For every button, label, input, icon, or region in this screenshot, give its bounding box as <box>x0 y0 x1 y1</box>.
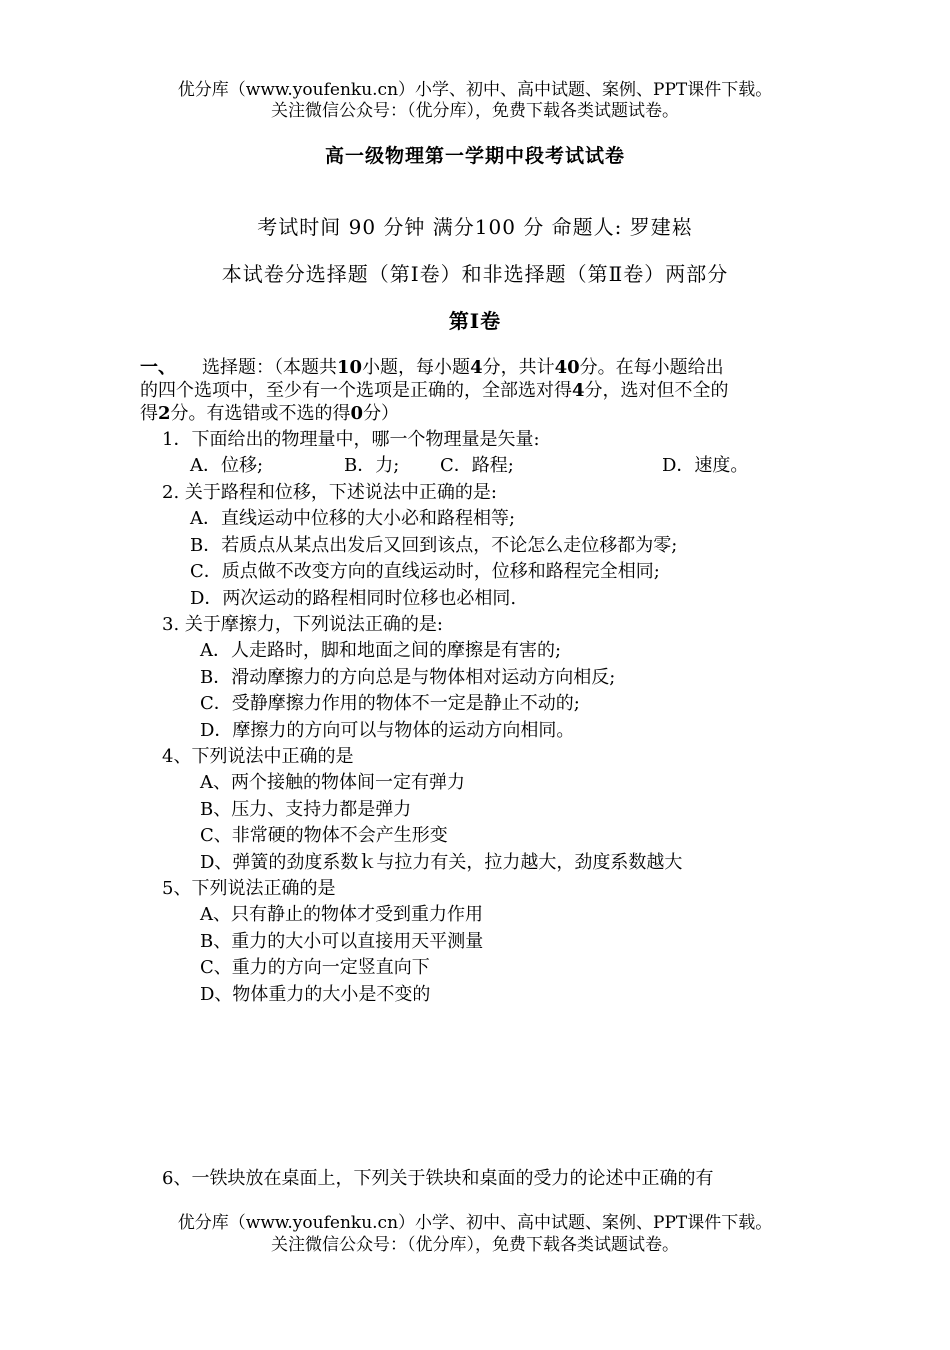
question-4-option-c: C、非常硬的物体不会产生形变 <box>200 825 448 846</box>
question-4-option-b: B、压力、支持力都是弹力 <box>200 799 412 820</box>
question-1-option-a: A．位移; <box>190 455 264 476</box>
exam-title: 高一级物理第一学期中段考试试卷 <box>324 145 625 167</box>
section-desc: 分） <box>363 403 400 424</box>
footer-line-1: 优分库（www.youfenku.cn）小学、初中、高中试题、案例、PPT课件下载。 <box>177 1213 773 1233</box>
question-5-option-d: D、物体重力的大小是不变的 <box>200 984 431 1005</box>
section-desc: （本题共 <box>274 357 337 378</box>
question-2-option-b: B．若质点从某点出发后又回到该点，不论怎么走位移都为零; <box>190 535 678 556</box>
section-desc: 分，共计 <box>482 357 555 378</box>
section-desc: 小题，每小题 <box>362 357 471 378</box>
section-instructions-line-2 <box>140 380 729 402</box>
question-5-option-a: A、只有静止的物体才受到重力作用 <box>200 904 483 925</box>
question-6-stem: 6、一铁块放在桌面上，下列关于铁块和桌面的受力的论述中正确的有 <box>162 1168 714 1189</box>
question-2-option-a: A．直线运动中位移的大小必和路程相等; <box>190 508 516 529</box>
volume-heading: 第Ⅰ卷 <box>448 309 502 333</box>
question-3-stem: 3. 关于摩擦力，下列说法正确的是: <box>162 614 443 635</box>
question-4-option-d: D、弹簧的劲度系数ｋ与拉力有关，拉力越大，劲度系数越大 <box>200 852 683 873</box>
question-5-option-c: C、重力的方向一定竖直向下 <box>200 957 430 978</box>
question-4-stem: 4、下列说法中正确的是 <box>162 746 354 767</box>
header-line-2: 关注微信公众号：（优分库），免费下载各类试题试卷。 <box>271 101 679 121</box>
question-2-option-d: D．两次运动的路程相同时位移也必相同. <box>190 588 517 609</box>
question-1-option-d: D．速度。 <box>662 455 749 476</box>
section-desc: 分，选对但不全的 <box>584 380 729 401</box>
question-4-option-a: A、两个接触的物体间一定有弹力 <box>200 772 465 793</box>
question-3-option-d: D．摩擦力的方向可以与物体的运动方向相同。 <box>200 720 575 741</box>
section-desc: 分。有选错或不选的得 <box>170 403 351 424</box>
question-3-option-c: C．受静摩擦力作用的物体不一定是静止不动的; <box>200 693 580 714</box>
exam-info: 考试时间 90 分钟 满分100 分 命题人: 罗建崧 <box>257 215 693 239</box>
question-2-option-c: C．质点做不改变方向的直线运动时，位移和路程完全相同; <box>190 561 660 582</box>
section-instructions-line-3 <box>140 403 399 425</box>
question-3-option-a: A．人走路时，脚和地面之间的摩擦是有害的; <box>200 640 562 661</box>
section-desc: 的四个选项中，至少有一个选项是正确的，全部选对得 <box>140 380 572 401</box>
points-each: 4 <box>470 357 483 378</box>
partial-points: 2 <box>158 403 171 424</box>
question-3-option-b: B．滑动摩擦力的方向总是与物体相对运动方向相反; <box>200 667 616 688</box>
zero-points: 0 <box>350 403 364 424</box>
points-total: 40 <box>554 357 580 378</box>
section-label: 选择题： <box>202 357 274 378</box>
section-desc: 得 <box>140 403 158 424</box>
exam-structure: 本试卷分选择题（第Ⅰ卷）和非选择题（第Ⅱ卷）两部分 <box>221 262 729 286</box>
header-line-1: 优分库（www.youfenku.cn）小学、初中、高中试题、案例、PPT课件下载。 <box>177 80 773 100</box>
question-2-stem: 2. 关于路程和位移，下述说法中正确的是: <box>162 482 497 503</box>
question-1-option-b: B．力; <box>344 455 400 476</box>
question-1-stem: 1．下面给出的物理量中，哪一个物理量是矢量: <box>162 429 540 450</box>
full-points: 4 <box>572 380 585 401</box>
question-count: 10 <box>337 357 363 378</box>
section-number: 一、 <box>140 357 176 378</box>
section-instructions-line-1 <box>140 357 724 379</box>
question-5-stem: 5、下列说法正确的是 <box>162 878 336 899</box>
question-1-option-c: C．路程; <box>440 455 514 476</box>
footer-line-2: 关注微信公众号：（优分库），免费下载各类试题试卷。 <box>271 1235 679 1255</box>
question-5-option-b: B、重力的大小可以直接用天平测量 <box>200 931 484 952</box>
section-desc: 分。在每小题给出 <box>579 357 724 378</box>
